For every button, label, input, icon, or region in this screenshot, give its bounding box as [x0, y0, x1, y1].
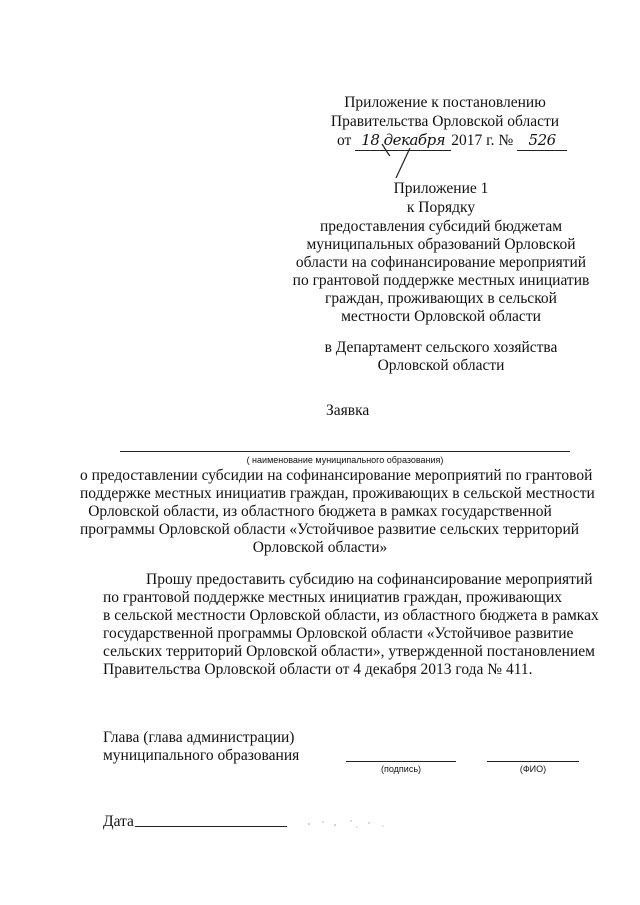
name-caption: (ФИО): [519, 764, 547, 774]
approval-year: 2017 г.: [451, 132, 495, 149]
appendix-line-2: к Порядку: [406, 199, 476, 216]
appendix-line-6: по грантовой поддержке местных инициатив: [292, 272, 590, 289]
municipality-name-line: [120, 451, 570, 452]
signature-line: [346, 761, 456, 762]
subject-line-5: Орловской области»: [252, 539, 388, 556]
addressee-line-1: в Департамент сельского хозяйства: [324, 339, 558, 356]
body-line-3: в сельской местности Орловской области, из областного бюджета в рамках: [103, 607, 599, 624]
signature-flourish: [380, 142, 420, 182]
approval-date-handwritten: 18 декабря: [355, 131, 451, 151]
approval-number-handwritten: 526: [517, 131, 567, 151]
appendix-line-1: Приложение 1: [393, 180, 489, 197]
application-heading: Заявка: [326, 402, 370, 419]
approval-line-2: Правительства Орловской области: [330, 113, 560, 130]
subject-line-1: о предоставлении субсидии на софинансирование мероприятий по грантовой: [80, 467, 593, 484]
appendix-line-3: предоставления субсидий бюджетам: [319, 218, 563, 235]
body-line-1: Прошу предоставить субсидию на софинансирование мероприятий: [146, 571, 593, 588]
appendix-line-8: местности Орловской области: [341, 308, 541, 325]
appendix-line-5: области на софинансирование мероприятий: [295, 254, 587, 271]
date-line: [135, 826, 287, 827]
approval-from-label: от: [337, 132, 352, 149]
head-title-line-1: Глава (глава администрации): [103, 729, 295, 746]
body-line-2: по грантовой поддержке местных инициатив граждан, проживающих: [103, 589, 563, 606]
subject-line-3: Орловской области, из областного бюджета в рамках государственной: [88, 503, 552, 520]
approval-number-label: №: [498, 132, 514, 149]
municipality-caption: ( наименование муниципального образования): [246, 455, 444, 465]
approval-line-1: Приложение к постановлению: [344, 94, 546, 111]
subject-line-2: поддержке местных инициатив граждан, проживающих в сельской местности: [80, 485, 595, 502]
body-line-5: сельских территорий Орловской области», утвержденной постановлением: [103, 643, 595, 660]
head-title-line-2: муниципального образования: [103, 747, 300, 764]
body-line-6: Правительства Орловской области от 4 декабря 2013 года № 411.: [103, 661, 533, 678]
scan-noise: [305, 812, 395, 836]
subject-line-4: программы Орловской области «Устойчивое развитие сельских территорий: [80, 521, 580, 538]
appendix-line-4: муниципальных образований Орловской: [306, 236, 576, 253]
name-line: [487, 761, 579, 762]
body-line-4: государственной программы Орловской области «Устойчивое развитие: [103, 625, 574, 642]
appendix-line-7: граждан, проживающих в сельской: [325, 290, 557, 307]
addressee-line-2: Орловской области: [377, 357, 505, 374]
date-label: Дата: [103, 813, 134, 830]
approval-date-line: [337, 131, 567, 151]
signature-caption: (подпись): [380, 764, 422, 774]
